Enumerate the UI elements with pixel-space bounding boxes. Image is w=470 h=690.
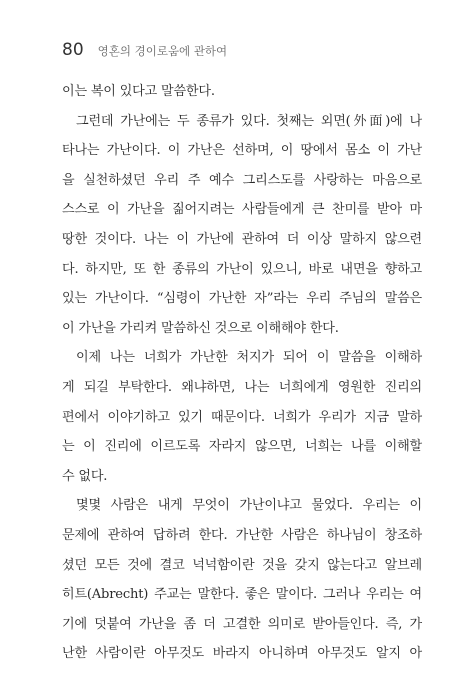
text-line: 이는 복이 있다고 말씀한다.	[62, 84, 215, 99]
text-line: 몇몇 사람은 내게 무엇이 가난이냐고 물었다. 우리는 이	[76, 498, 422, 514]
running-head: 영혼의 경이로움에 관하여	[97, 44, 228, 58]
body-text	[62, 77, 422, 669]
text-line: 는 이 진리에 이르도록 자라지 않으면, 너희는 나를 이해할	[62, 439, 422, 455]
text-line: 히트(Abrecht) 주교는 말한다. 좋은 말이다. 그러나 우리는 여	[62, 587, 422, 603]
page-number: 80	[62, 40, 84, 60]
text-line: 편에서 이야기하고 있기 때문이다. 너희가 우리가 지금 말하	[62, 409, 422, 425]
text-line: 땅한 것이다. 나는 이 가난에 관하여 더 이상 말하지 않으련	[62, 231, 422, 247]
text-line: 타나는 가난이다. 이 가난은 선하며, 이 땅에서 몸소 이 가난	[62, 143, 422, 159]
text-line: 다. 하지만, 또 한 종류의 가난이 있으니, 바로 내면을 향하고	[62, 261, 422, 277]
text-line: 문제에 관하여 답하려 한다. 가난한 사람은 하나님이 창조하	[62, 527, 422, 543]
text-line: 스스로 이 가난을 짊어지려는 사람들에게 큰 찬미를 받아 마	[62, 202, 422, 218]
text-line: 셨던 모든 것에 결코 넉넉함이란 것을 갖지 않는다고 알브레	[62, 557, 422, 573]
page-header	[62, 40, 227, 60]
text-line: 난한 사람이란 아무것도 바라지 아니하며 아무것도 알지 아	[62, 646, 422, 662]
text-line: 게 되길 부탁한다. 왜냐하면, 나는 너희에게 영원한 진리의	[62, 379, 422, 395]
text-line: 수 없다.	[62, 468, 108, 484]
text-line: 이 가난을 가리켜 말씀하신 것으로 이해해야 한다.	[62, 320, 339, 336]
text-line: 있는 가난이다. “심령이 가난한 자”라는 우리 주님의 말씀은	[62, 291, 422, 307]
text-line: 을 실천하셨던 우리 주 예수 그리스도를 사랑하는 마음으로	[62, 172, 422, 188]
text-line: 이제 나는 너희가 가난한 처지가 되어 이 말씀을 이해하	[76, 350, 422, 366]
text-line: 기에 덧붙여 가난을 좀 더 고결한 의미로 받아들인다. 즉, 가	[62, 616, 422, 632]
text-line: 그런데 가난에는 두 종류가 있다. 첫째는 외면(外面)에 나	[76, 113, 422, 129]
